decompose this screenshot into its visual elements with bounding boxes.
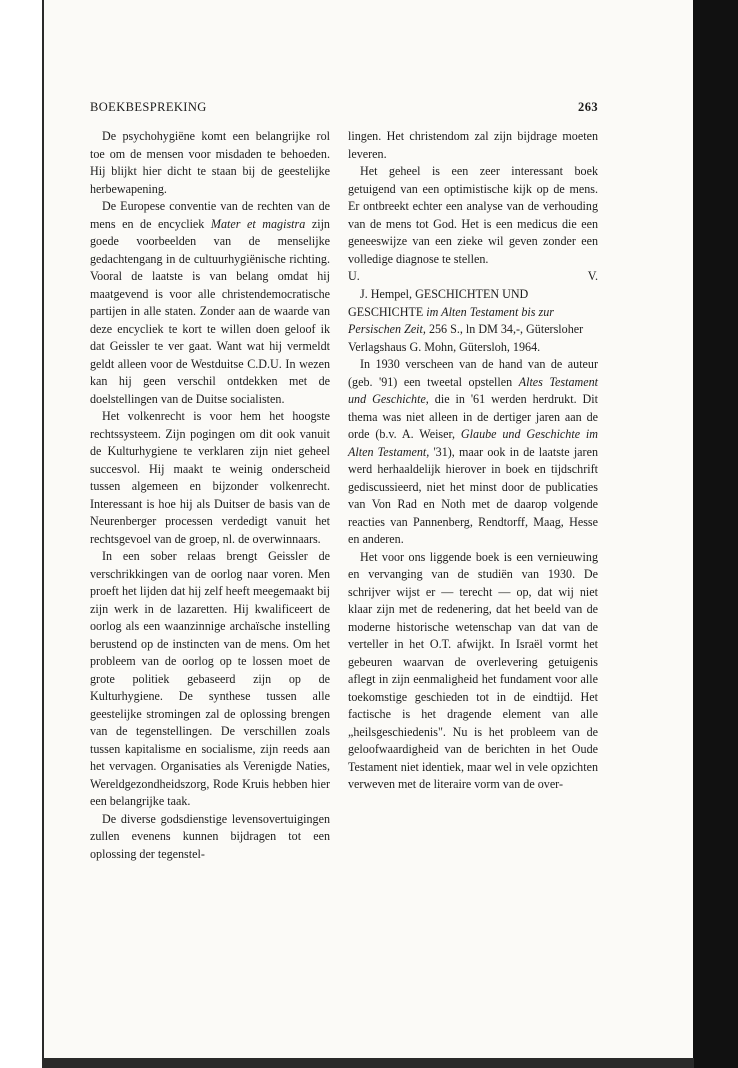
section-title: BOEKBESPREKING (90, 100, 207, 114)
text-run: 256 S., ln DM 34,-, Gütersloher Verlagshaus G. Mohn, Gütersloh, 1964. (348, 322, 584, 354)
text-run: die in '61 werden herdrukt. Dit thema was niet alleen in de dertiger jaren aan de orde (b.v. A. Weiser, (348, 392, 598, 441)
text-run: In 1930 verscheen van de hand van de auteur (geb. '91) een tweetal opstellen (348, 357, 598, 389)
italic-title: im Alten Testament bis zur Persischen Zeit, (348, 304, 554, 336)
right-column (348, 128, 598, 794)
text-run: '31), maar ook in de laatste jaren werd herhaaldelijk hierover in boek en tijdschrift gediscussieerd, niet het minst door de publicaties van Von Rad en Noth met de daarop volgende reacties van Pannenberg, Rendtorff, Maag, Hesse en anderen. (348, 444, 598, 546)
page-number: 263 (578, 100, 598, 114)
paragraph: De psychohygiëne komt een belangrijke rol toe om de mensen voor misdaden te behoeden. Hij blijkt hier dicht te staan bij de geestelijke herbewapening. (90, 129, 330, 196)
paragraph: Het voor ons liggende boek is een vernieuwing en vervanging van de studiën van 1930. De schrijver wijst er — terecht — op, dat wij niet klaar zijn met de redenering, dat het beeld van de moderne historische wetenschap van dat van de verteller in het O.T. afwijkt. In Israël vormt het gebeuren waarvan de overlevering getuigenis aflegt in zijn eenmaligheid het fundament voor alle toekomstige geschieden tot in de eindtijd. Het factische is het dragende element van alle „heilsgeschiedenis". Nu is het probleem van de geloofwaardigheid van de berichten in het Oude Testament niet identiek, maar wel in vele opzichten verweven met de literaire vorm van de over- (348, 549, 598, 791)
bibliographic-reference (348, 286, 598, 356)
text-run: De Europese conventie van de rechten van de mens en de encycliek (90, 199, 330, 231)
left-column (90, 128, 330, 863)
paragraph (90, 198, 330, 408)
paragraph: lingen. Het christendom zal zijn bijdrage moeten leveren. (348, 129, 598, 161)
scan-margin-bottom (42, 1058, 694, 1068)
paragraph (348, 356, 598, 549)
signature-initial-left: U. (348, 269, 360, 283)
signature-initial-right: V. (587, 269, 598, 283)
paragraph: De diverse godsdienstige levensovertuigingen zullen evenens kunnen bijdragen tot een oplossing der tegenstel- (90, 811, 330, 861)
review-signature (348, 268, 598, 286)
italic-title: Mater et magistra (210, 216, 306, 231)
paragraph: Het volkenrecht is voor hem het hoogste rechtssysteem. Zijn pogingen om dit ook vanuit de Kulturhygiene te verklaren zijn niet geheel succesvol. Hij maakt te weinig onderscheid tussen algemeen en bijzonder volkenrecht. Interessant is hoe hij als Duitser de basis van de Neurenberger processen verdedigt vanuit het rechtsgevoel van de groep, nl. de overwinnaars. (90, 409, 330, 546)
paragraph: In een sober relaas brengt Geissler de verschrikkingen van de oorlog naar voren. Men proeft het lijden dat hij zelf heeft meegemaakt bij zijn werk in de lazaretten. Hij kwalificeert de oorlog als een waanzinnige archaïsche instelling berustend op de instincten van de mens. Om het probleem van de oorlog op te lossen moet de grote politiek gebaseerd zijn op de Kulturhygiene. De synthese tussen alle geestelijke stromingen zal de oplossing brengen van de tegenstellingen. De verschillen zoals tussen kapitalisme en socialisme, zijn reeds aan het vervagen. Organisaties als Verenigde Naties, Wereldgezondheidszorg, Rode Kruis hebben hier een belangrijke taak. (90, 549, 330, 808)
text-run: zijn goede voorbeelden van de menselijke gedachtengang in de cultuurhygiënische richting. Vooral de laatste is van belang omdat hij maatgevend is voor alle christendemocratische partijen in alle staten. Zonder aan de waarde van deze encycliek te kort te willen doen geloof ik dat Geissler te ver gaat. Want wat hij vermeldt geldt alleen voor de Westduitse C.D.U. In wezen kan hij geen verschil ontdekken met de doelstellingen van de Duitse socialisten. (90, 216, 330, 406)
paragraph: Het geheel is een zeer interessant boek getuigend van een optimistische kijk op de mens. Er ontbreekt echter een analyse van de verhouding van de mens tot God. Het is een medicus die een geneeswijze van een zieke wil geven zonder een volledige diagnose te stellen. (348, 164, 598, 266)
text-run: J. Hempel, GESCHICHTEN UND GESCHICHTE (348, 287, 529, 319)
scan-margin-right (693, 0, 738, 1068)
scan-margin-left (0, 0, 44, 1068)
italic-title: Altes Testament und Geschichte, (348, 374, 598, 406)
italic-title: Glaube und Geschichte im Alten Testament, (348, 427, 598, 459)
